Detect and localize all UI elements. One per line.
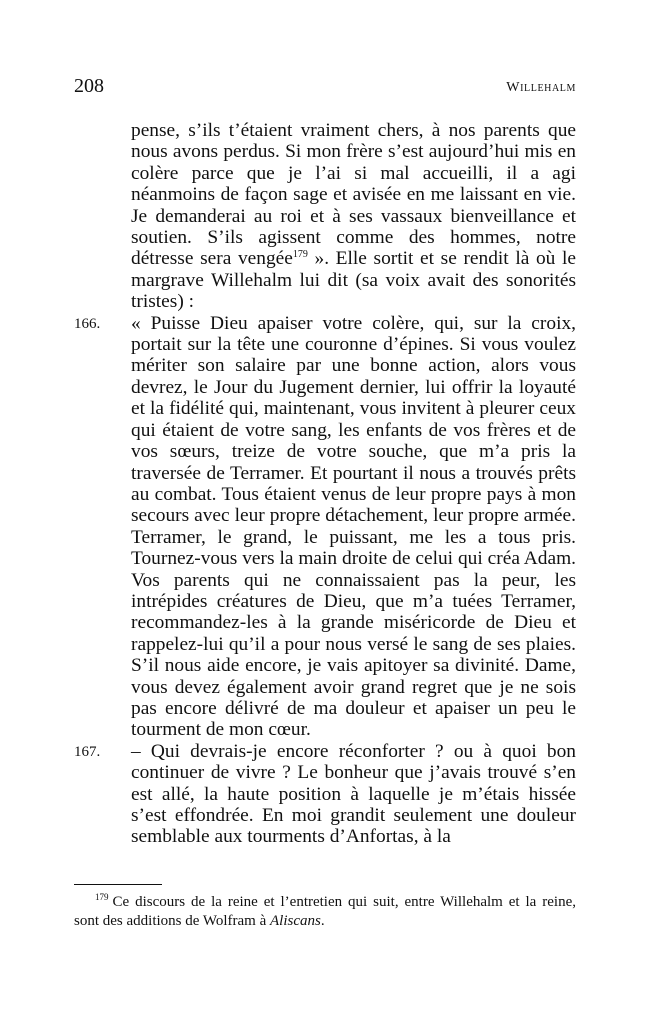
footnote-end: . (320, 913, 325, 929)
footnote-title-italic: Aliscans (269, 913, 321, 929)
paragraph-166 (74, 313, 576, 741)
footnote (74, 893, 576, 931)
main-text (74, 120, 576, 848)
page-header (74, 72, 576, 100)
footnote-text: Ce discours de la reine et l’entretien qui suit, entre Willehalm et la reine, sont des additions de Wolfram à (74, 894, 576, 929)
paragraph-number: 166. (74, 315, 101, 332)
page-number: 208 (74, 75, 104, 97)
paragraph-text: pense, s’ils t’étaient vraiment chers, à nos parents que nous avons perdus. Si mon frère s’est aujourd’hui mis en colère parce que je l’ai si mal accueilli, il a agi néanmoins de façon sage et avisée en me laissant en vie. Je demanderai au roi et à ses vassaux bienveillance et soutien. S’ils agissent comme des hommes, notre détresse sera vengée (131, 120, 576, 270)
paragraph-continued (74, 120, 576, 313)
paragraph-167 (74, 741, 576, 848)
running-head: Willehalm (506, 80, 576, 95)
paragraph-text: « Puisse Dieu apaiser votre colère, qui, sur la croix, portait sur la tête une couronne d’épines. Si vous voulez mériter son salaire par une bonne action, alors vous devrez, le Jour du Jugement dernier, lui offrir la loyauté et la fidélité qui, maintenant, vous invitent à pleurer ceux qui étaient de votre sang, les enfants de vos frères et de vos sœurs, treize de votre souche, que m’a pris la traversée de Terramer. Et pourtant il nous a trouvés prêts au combat. Tous étaient venus de leur propre pays à mon secours avec leur propre détachement, leur propre armée. Terramer, le grand, le puissant, me les a tous pris. Tournez-vous vers la main droite de celui qui créa Adam. Vos parents qui ne connaissaient pas la peur, les intrépides créatures de Dieu, que m’a tuées Terramer, recommandez-les à la grande miséricorde de Dieu et rappelez-lui qu’il a pour nous versé le sang de ses plaies. S’il nous aide encore, je vais apitoyer sa divinité. Dame, vous devez également avoir grand regret que je ne sois pas encore délivré de ma douleur et apaiser un peu le tourment de mon cœur. (131, 312, 576, 741)
paragraph-text: – Qui devrais-je encore réconforter ? ou à quoi bon continuer de vivre ? Le bonheur que j’avais trouvé s’en est allé, la haute position à laquelle je m’étais hissée s’est effondrée. En moi grandit seulement une douleur semblable aux tourments d’Anfortas, à la (131, 740, 576, 848)
footnote-number: 179 (95, 892, 109, 902)
footnote-separator (74, 884, 162, 885)
footnote-reference[interactable]: 179 (292, 249, 308, 261)
paragraph-text-continued: ». Elle sortit et se rendit là où le margrave Willehalm lui dit (sa voix avait des sonorités tristes) : (131, 248, 576, 313)
paragraph-number: 167. (74, 743, 101, 760)
